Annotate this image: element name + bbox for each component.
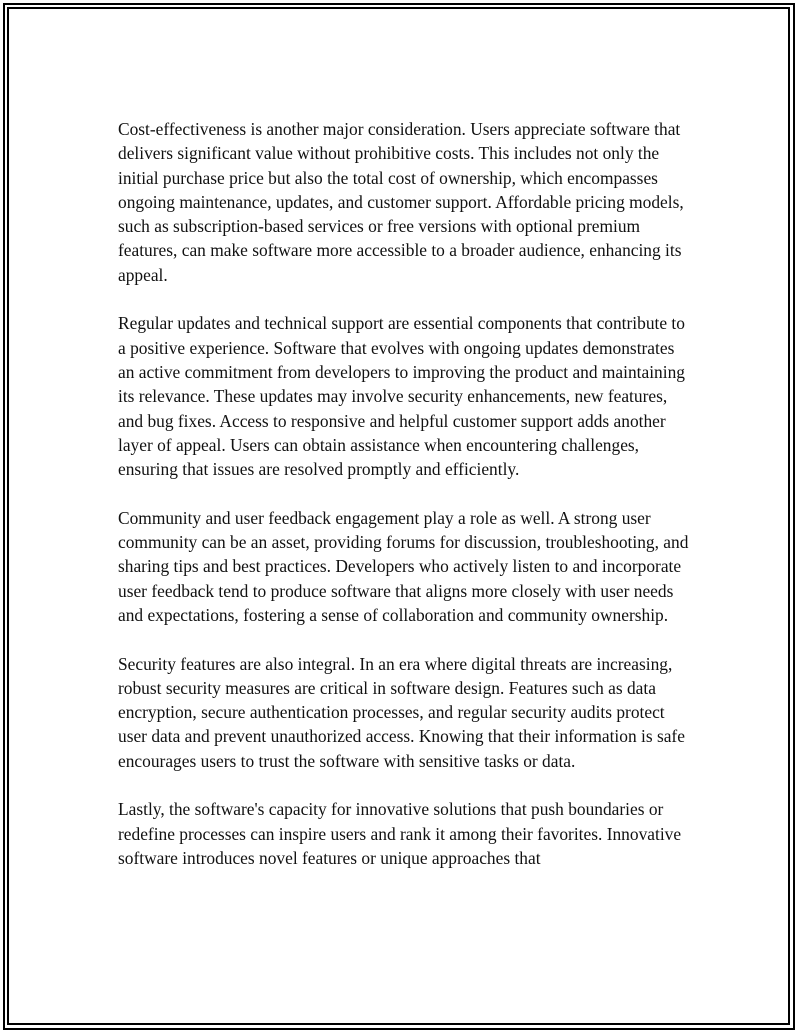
document-body [118, 117, 690, 895]
paragraph-community-feedback: Community and user feedback engagement play a role as well. A strong user community can be an asset, providing forums for discussion, troubleshooting, and sharing tips and best practices. Developers who actively listen to and incorporate user feedback tend to produce software that aligns more closely with user needs and expectations, fostering a sense of collaboration and community ownership. [118, 507, 689, 625]
paragraph-cost-effectiveness: Cost-effectiveness is another major consideration. Users appreciate software that delivers significant value without prohibitive costs. This includes not only the initial purchase price but also the total cost of ownership, which encompasses ongoing maintenance, updates, and customer support. Affordable pricing models, such as subscription-based services or free versions with optional premium features, can make software more accessible to a broader audience, enhancing its appeal. [118, 119, 684, 285]
paragraph-updates-support: Regular updates and technical support are essential components that contribute to a positive experience. Software that evolves with ongoing updates demonstrates an active commitment from developers to improving the product and maintaining its relevance. These updates may involve security enhancements, new features, and bug fixes. Access to responsive and helpful customer support adds another layer of appeal. Users can obtain assistance when encountering challenges, ensuring that issues are resolved promptly and efficiently. [118, 313, 685, 480]
paragraph-security-features: Security features are also integral. In an era where digital threats are increasing, robust security measures are critical in software design. Features such as data encryption, secure authentication processes, and regular security audits protect user data and prevent unauthorized access. Knowing that their information is safe encourages users to trust the software with sensitive tasks or data. [118, 653, 685, 771]
paragraph-innovation: Lastly, the software's capacity for innovative solutions that push boundaries or redefine processes can inspire users and rank it among their favorites. Innovative software introduces novel features or unique approaches that [118, 799, 682, 868]
